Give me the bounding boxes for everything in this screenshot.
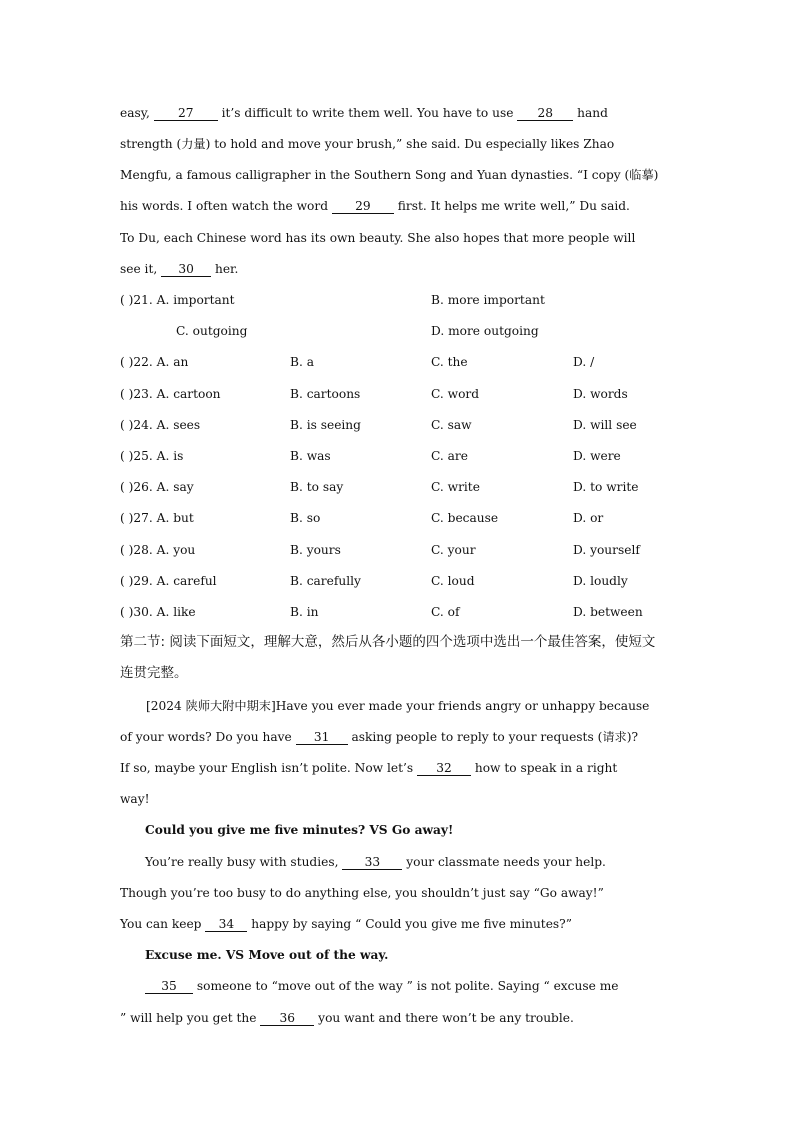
text: You’re really busy with studies, [145,855,343,869]
question-26: ( )26. A. say [120,480,194,494]
option-b: B. more important [431,293,545,307]
blank-29: 29 [332,200,394,214]
option-c: C. your [431,543,476,557]
question-21: ( )21. A. important [120,293,235,307]
passage-line [145,854,606,870]
passage-line: strength (力量) to hold and move your brush,” she said. Du especially likes Zhao [120,137,615,151]
subheading: Excuse me. VS Move out of the way. [145,948,389,962]
blank-33: 33 [342,856,402,870]
option-b: B. is seeing [290,418,361,432]
section-instruction: 连贯完整。 [120,665,188,681]
option-c: C. the [431,355,468,369]
option-c: C. are [431,449,468,463]
text: of your words? Do you have [120,730,296,744]
text: hand [573,106,608,120]
text: You can keep [120,917,206,931]
passage-line: Mengfu, a famous calligrapher in the Southern Song and Yuan dynasties. “I copy (临摹) [120,168,659,182]
option-c: C. write [431,480,480,494]
option-c: C. saw [431,418,472,432]
text: easy, [120,106,154,120]
option-c: C. loud [431,574,475,588]
blank-35: 35 [145,980,193,994]
passage-line [120,198,630,214]
text: ” will help you get the [120,1011,261,1025]
option-d: D. loudly [573,574,628,588]
option-d: D. yourself [573,543,640,557]
option-b: B. in [290,605,319,619]
text: happy by saying “ Could you give me five minutes?” [247,917,572,931]
option-d: D. between [573,605,643,619]
option-d: D. will see [573,418,637,432]
passage-line: To Du, each Chinese word has its own beauty. She also hopes that more people will [120,231,636,245]
blank-36: 36 [260,1012,314,1026]
question-27: ( )27. A. but [120,511,194,525]
option-d: D. / [573,355,595,369]
text: first. It helps me write well,” Du said. [393,199,630,213]
text: you want and there won’t be any trouble. [314,1011,574,1025]
option-c: C. outgoing [176,324,248,338]
passage-line [120,916,572,932]
option-b: B. to say [290,480,344,494]
question-30: ( )30. A. like [120,605,196,619]
passage-line [120,105,608,121]
section-instruction: 第二节: 阅读下面短文，理解大意，然后从各小题的四个选项中选出一个最佳答案，使短文 [120,634,656,650]
passage-line [120,760,617,776]
passage-line: Though you’re too busy to do anything else, you shouldn’t just say “Go away!” [120,886,604,900]
option-b: B. a [290,355,314,369]
option-d: D. more outgoing [431,324,539,338]
option-b: B. so [290,511,321,525]
option-b: B. yours [290,543,341,557]
text: how to speak in a right [471,761,618,775]
passage-line [120,1010,574,1026]
text: someone to “move out of the way ” is not polite. Saying “ excuse me [193,979,619,993]
option-d: D. to write [573,480,639,494]
question-28: ( )28. A. you [120,543,196,557]
text: asking people to reply to your requests (请求)? [347,730,639,744]
question-29: ( )29. A. careful [120,574,217,588]
option-c: C. because [431,511,499,525]
option-c: C. of [431,605,460,619]
text: it’s difficult to write them well. You have to use [217,106,518,120]
question-22: ( )22. A. an [120,355,189,369]
text: If so, maybe your English isn’t polite. Now let’s [120,761,417,775]
text: her. [211,262,239,276]
question-23: ( )23. A. cartoon [120,387,221,401]
text: see it, [120,262,162,276]
passage-line [145,978,618,994]
option-d: D. or [573,511,604,525]
question-24: ( )24. A. sees [120,418,201,432]
option-b: B. was [290,449,331,463]
blank-30: 30 [161,263,211,277]
text: your classmate needs your help. [402,855,606,869]
passage-line [120,261,238,277]
option-c: C. word [431,387,480,401]
option-d: D. words [573,387,628,401]
blank-34: 34 [205,918,247,932]
passage-line [120,729,638,745]
blank-32: 32 [417,762,471,776]
option-b: B. carefully [290,574,361,588]
text: his words. I often watch the word [120,199,332,213]
question-25: ( )25. A. is [120,449,184,463]
blank-31: 31 [296,731,348,745]
option-b: B. cartoons [290,387,361,401]
passage-line: [2024 陕师大附中期末]Have you ever made your friends angry or unhappy because [146,699,650,713]
subheading: Could you give me five minutes? VS Go away! [145,823,454,837]
blank-28: 28 [517,107,573,121]
blank-27: 27 [154,107,218,121]
option-d: D. were [573,449,621,463]
passage-line: way! [120,792,150,806]
